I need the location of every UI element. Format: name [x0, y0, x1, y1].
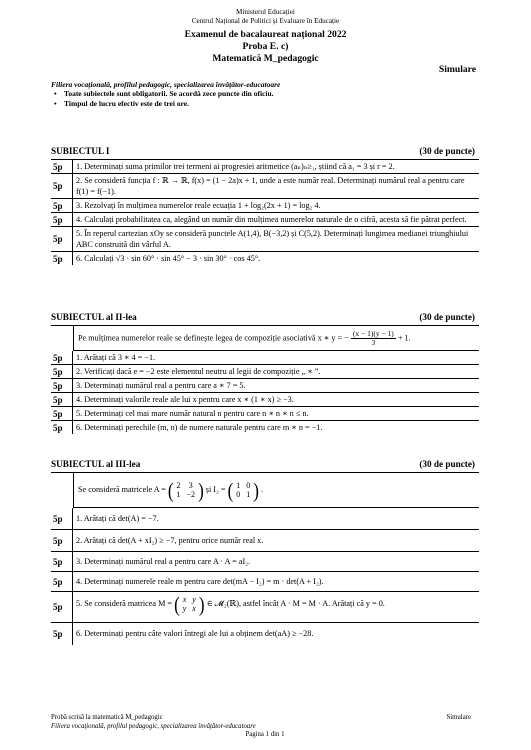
filiera-line: Filiera vocațională, profilul pedagogic, specializarea învățător-educatoare — [51, 80, 281, 89]
question-text: 3. Determinați numărul real a pentru care a ∗ 7 = 5. — [76, 381, 246, 390]
question-row — [51, 213, 479, 227]
question-row — [51, 199, 479, 213]
question-text: 6. Determinați perechile (m, n) de numere naturale pentru care m ∗ n = −1. — [76, 423, 323, 432]
question-row — [51, 365, 479, 379]
section-2-title: SUBIECTUL al II-lea — [51, 312, 137, 322]
question-text: 5. Se consideră matricea M = ( x y y x ) ∈ 𝓜₂(ℝ), astfel încât A · M = M · A. Arătați că y = 0. — [76, 592, 385, 616]
question-points: 5p — [51, 623, 73, 645]
question-points: 5p — [51, 421, 73, 434]
question-text: 5. Determinați cel mai mare număr natural n pentru care n ∗ n ∗ n ≤ n. — [76, 409, 309, 418]
question-text: 1. Determinați suma primilor trei termeni ai progresiei aritmetice (aₙ)ₙ≥₁, știind că a₁ = 3 și r = 2. — [76, 162, 395, 171]
section-2-header — [51, 312, 479, 326]
question-points: 5p — [51, 252, 73, 265]
question-text: 4. Determinați numerele reale m pentru care det(mA − I₂) = m · det(A + I₂). — [76, 577, 324, 586]
section-2-intro: Pe mulțimea numerelor reale se definește legea de compoziție asociativă x ∗ y = − $\frac{(x - 1)(y - 1)}{3}$ + 1. — [73, 326, 479, 351]
center-name: Centrul Național de Politici și Evaluare în Educație — [191, 17, 340, 25]
question-row — [51, 508, 479, 530]
section-3 — [51, 459, 479, 645]
question-row — [51, 552, 479, 572]
question-text: 3. Rezolvați în mulțimea numerelor reale ecuația 1 + log₂(2x + 1) = log₂ 4. — [76, 201, 321, 210]
question-row — [51, 351, 479, 365]
footer-simulare: Simulare — [446, 714, 471, 721]
section-1-points: (30 de puncte) — [419, 146, 475, 156]
question-text: 6. Determinați pentru câte valori întregi ale lui a obținem det(aA) ≥ −28. — [76, 629, 314, 638]
footer-subject: Probă scrisă la matematică M_pedagogic — [51, 714, 163, 721]
question-row — [51, 421, 479, 434]
question-row — [51, 160, 479, 174]
exam-title: Examenul de bacalaureat național 2022 — [184, 29, 347, 40]
section-2-points: (30 de puncte) — [419, 312, 475, 322]
question-row — [51, 379, 479, 393]
question-row — [51, 252, 479, 265]
question-points: 5p — [51, 351, 73, 364]
question-points: 5p — [51, 174, 73, 198]
question-points: 5p — [51, 572, 73, 591]
proba-title: Proba E. c) — [242, 41, 289, 52]
subject-title: Matematică M_pedagogic — [212, 53, 319, 64]
question-row — [51, 227, 479, 252]
question-points: 5p — [51, 530, 73, 551]
question-points: 5p — [51, 160, 73, 173]
section-2 — [51, 312, 479, 434]
question-points: 5p — [51, 508, 73, 529]
page-number: Pagina 1 din 1 — [245, 731, 285, 738]
question-points: 5p — [51, 227, 73, 251]
question-points: 5p — [51, 199, 73, 212]
section-3-title: SUBIECTUL al III-lea — [51, 459, 141, 469]
question-text: 2. Verificați dacă e = −2 este elementul neutru al legii de compoziție „ ∗ ”. — [76, 367, 321, 376]
instruction-item: • Timpul de lucru efectiv este de trei ore. — [54, 99, 274, 109]
page-footer — [51, 714, 479, 740]
composition-fraction: $\frac{(x - 1)(y - 1)}{3}$ — [352, 329, 394, 347]
question-row — [51, 393, 479, 407]
question-row — [51, 530, 479, 552]
question-points: 5p — [51, 365, 73, 378]
question-row — [51, 407, 479, 421]
matrix-m: ( x y y x ) — [174, 592, 205, 616]
question-points: 5p — [51, 592, 73, 622]
section-3-intro: Se consideră matricele A = ( 2 3 1 −2 ) și I₂ = ( 1 0 0 1 ) . — [73, 473, 479, 508]
question-points: 5p — [51, 379, 73, 392]
question-text: 3. Determinați numărul real a pentru care A · A = aI₂. — [76, 557, 251, 566]
question-text: 5. În reperul cartezian xOy se consideră punctele A(1,4), B(−3,2) și C(5,2). Determinați lungimea medianei triunghiului ABC construită din vârful A. — [76, 229, 469, 249]
question-row — [51, 623, 479, 645]
footer-filiera: Filiera vocațională, profilul pedagogic, specializarea învățător-educatoare — [51, 722, 256, 730]
question-text: 1. Arătați că det(A) = −7. — [76, 514, 159, 523]
simulare-label: Simulare — [438, 64, 476, 75]
section-1-header — [51, 146, 479, 160]
question-text: 4. Determinați valorile reale ale lui x pentru care x ∗ (1 ∗ x) ≥ −3. — [76, 395, 294, 404]
ministry-name: Ministerul Educației — [236, 8, 295, 16]
question-text: 1. Arătați că 3 ∗ 4 = −1. — [76, 353, 156, 362]
question-text: 2. Arătați că det(A + xI₂) ≥ −7, pentru orice număr real x. — [76, 536, 264, 545]
question-points: 5p — [51, 407, 73, 420]
instruction-item: • Toate subiectele sunt obligatorii. Se acordă zece puncte din oficiu. — [54, 89, 274, 99]
question-text: 6. Calculați √3 · sin 60° · sin 45° − 3 · sin 30° · cos 45°. — [76, 254, 261, 263]
question-points: 5p — [51, 213, 73, 226]
question-text: 4. Calculați probabilitatea ca, alegând un număr din mulțimea numerelor naturale de o cifră, acesta să fie pătrat perfect. — [76, 215, 467, 224]
instructions-list — [54, 89, 274, 109]
section-1-title: SUBIECTUL I — [51, 146, 110, 156]
question-text: 2. Se consideră funcția f : ℝ → ℝ, f(x) = (1 − 2a)x + 1, unde a este număr real. Determinați numărul real a pentru care f(1) = f(−1). — [76, 176, 465, 196]
question-row — [51, 174, 479, 199]
question-row — [51, 572, 479, 592]
matrix-a: ( 2 3 1 −2 ) — [167, 478, 204, 502]
matrix-identity: ( 1 0 0 1 ) — [227, 478, 259, 502]
question-points: 5p — [51, 393, 73, 406]
question-points: 5p — [51, 552, 73, 571]
section-3-points: (30 de puncte) — [419, 459, 475, 469]
section-1 — [51, 146, 479, 265]
question-row — [51, 592, 479, 623]
section-3-header — [51, 459, 479, 473]
